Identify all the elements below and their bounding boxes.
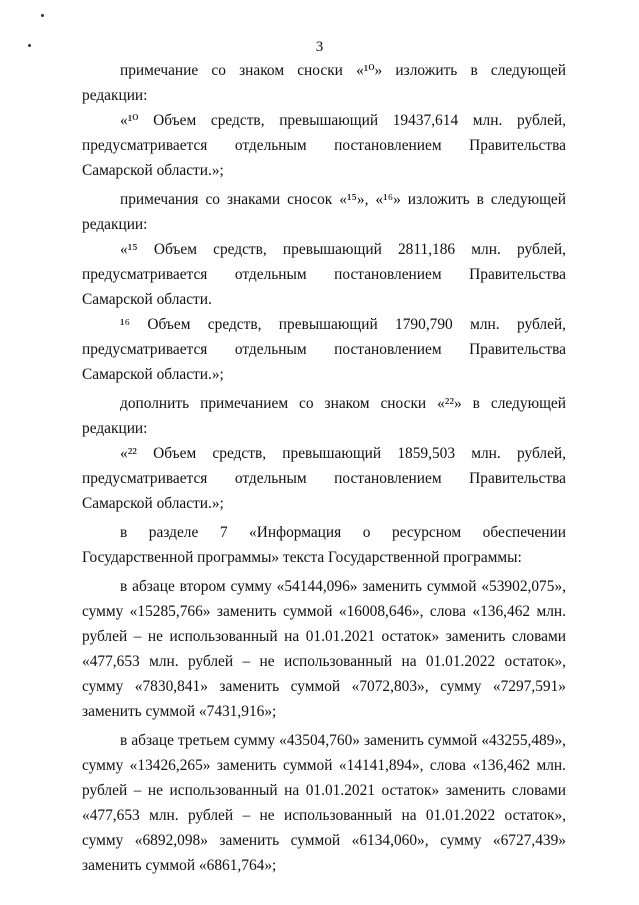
paragraph-note-10-text: «¹⁰ Объем средств, превышающий 19437,614 млн. рублей, предусматривается отдельным постановлением Правительства Самарской области.»;	[82, 112, 566, 179]
paragraph-third-abzac: в абзаце третьем сумму «43504,760» заменить суммой «43255,489», сумму «13426,265» заменить суммой «14141,894», слова «136,462 млн. рублей – не использованный на 01.01.2021 остаток» заменить словами «477,653 млн. рублей – не использованный на 01.01.2022 остаток», сумму «6892,098» заменить суммой «6134,060», сумму «6727,439» заменить суммой «6861,764»;	[82, 732, 566, 874]
paragraph-note-10-intro: примечание со знаком сноски «¹⁰» изложить в следующей редакции:	[82, 62, 566, 104]
scan-speck	[41, 14, 44, 17]
page-number: 3	[315, 39, 324, 55]
paragraph-second-abzac: в абзаце втором сумму «54144,096» заменить суммой «53902,075», сумму «15285,766» заменить суммой «16008,646», слова «136,462 млн. рублей – не использованный на 01.01.2021 остаток» заменить словами «477,653 млн. рублей – не использованный на 01.01.2022 остаток», сумму «7830,841» заменить суммой «7072,803», сумму «7297,591» заменить суммой «7431,916»;	[82, 578, 566, 720]
paragraph-note-16-text: ¹⁶ Объем средств, превышающий 1790,790 млн. рублей, предусматривается отдельным постановлением Правительства Самарской области.»;	[82, 316, 566, 383]
paragraph-notes-15-16-intro: примечания со знаками сносок «¹⁵», «¹⁶» изложить в следующей редакции:	[82, 191, 566, 233]
paragraph-note-22-intro: дополнить примечанием со знаком сноски «²²» в следующей редакции:	[82, 395, 566, 437]
document-body	[82, 58, 566, 878]
paragraph-note-22-text: «²² Объем средств, превышающий 1859,503 млн. рублей, предусматривается отдельным постановлением Правительства Самарской области.»;	[82, 445, 566, 512]
paragraph-section-7-intro: в разделе 7 «Информация о ресурсном обеспечении Государственной программы» текста Государственной программы:	[82, 524, 566, 566]
paragraph-note-15-text: «¹⁵ Объем средств, превышающий 2811,186 млн. рублей, предусматривается отдельным постановлением Правительства Самарской области.	[82, 241, 566, 308]
